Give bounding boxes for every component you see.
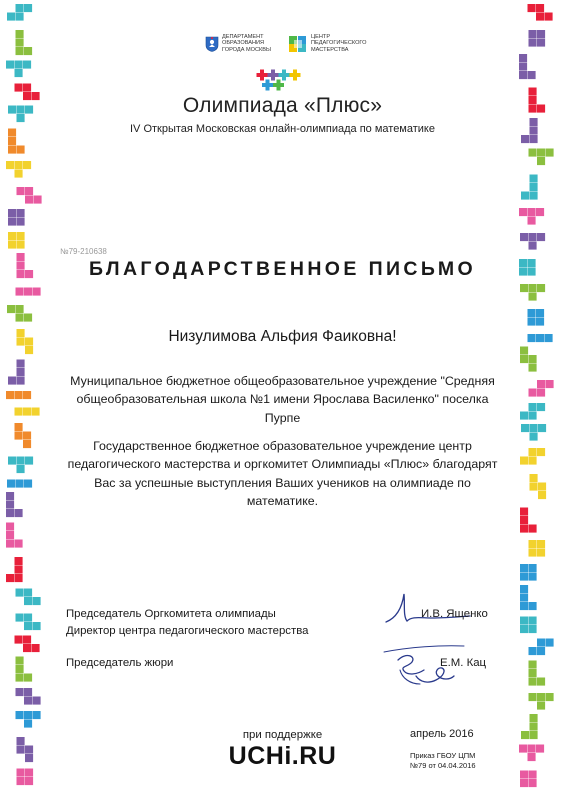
tetris-block <box>529 233 537 241</box>
tetris-block <box>520 594 528 602</box>
order-reference: Приказ ГБОУ ЦПМ <box>410 751 476 760</box>
tetris-block <box>16 711 24 719</box>
tetris-block <box>521 192 529 200</box>
tetris-block <box>16 39 24 47</box>
tetris-block <box>32 408 40 416</box>
tetris-block <box>25 196 33 204</box>
tetris-block <box>6 492 14 500</box>
tetris-block <box>519 71 527 79</box>
tetris-block <box>529 355 537 363</box>
tetris-block <box>16 314 24 322</box>
tetris-block <box>17 777 25 785</box>
tetris-block <box>8 232 16 240</box>
tetris-block <box>16 4 24 12</box>
tetris-block <box>520 516 528 524</box>
tetris-block <box>24 622 32 630</box>
tetris-block <box>520 617 528 625</box>
tetris-block <box>519 63 527 71</box>
tetris-block <box>25 187 33 195</box>
tetris-block <box>538 491 546 499</box>
tetris-block <box>15 574 23 582</box>
tetris-block <box>8 137 16 145</box>
tetris-block <box>530 433 538 441</box>
tetris-block <box>530 192 538 200</box>
tetris-block <box>17 218 25 226</box>
tetris-block <box>23 408 31 416</box>
tetris-block <box>24 597 32 605</box>
olympiad-subtitle: IV Открытая Московская онлайн-олимпиада по математике <box>130 123 435 135</box>
tetris-block <box>529 412 537 420</box>
tetris-block <box>8 146 16 154</box>
chair-label: Председатель Оргкомитета олимпиады <box>66 608 276 620</box>
gratitude-line: педагогического мастерства и оргкомитет Олимпиады «Плюс» благодарят <box>67 457 498 472</box>
tetris-block <box>530 474 538 482</box>
tetris-block <box>24 314 32 322</box>
tetris-block <box>529 149 537 157</box>
tetris-block <box>17 465 25 473</box>
tetris-block <box>33 697 41 705</box>
tetris-block <box>529 525 537 533</box>
tetris-block <box>529 564 537 572</box>
tetris-block <box>529 602 537 610</box>
tetris-block <box>15 408 23 416</box>
tetris-block <box>546 380 554 388</box>
tetris-block <box>546 693 554 701</box>
gratitude-line: математике. <box>246 494 319 509</box>
colored-plus-signs-icon <box>254 68 312 92</box>
center-logo-text: ЦЕНТР ПЕДАГОГИЧЕСКОГО МАСТЕРСТВА <box>311 34 367 53</box>
tetris-block <box>530 135 538 143</box>
tetris-block <box>33 288 41 296</box>
tetris-block <box>520 602 528 610</box>
department-logo <box>205 34 271 53</box>
tetris-block <box>538 483 546 491</box>
tetris-block <box>537 693 545 701</box>
tetris-block <box>32 644 40 652</box>
tetris-block <box>6 523 14 531</box>
tetris-block <box>528 318 536 326</box>
support-label: при поддержке <box>242 729 323 741</box>
tetris-block <box>23 391 31 399</box>
tetris-block <box>520 585 528 593</box>
tetris-block <box>529 448 537 456</box>
tetris-block <box>529 403 537 411</box>
tetris-block <box>33 597 41 605</box>
tetris-block <box>520 412 528 420</box>
tetris-block <box>537 540 545 548</box>
tetris-block <box>529 617 537 625</box>
jury-name: Е.М. Кац <box>440 657 487 669</box>
tetris-block <box>17 457 25 465</box>
tetris-block <box>24 589 32 597</box>
tetris-block <box>520 347 528 355</box>
tetris-block <box>529 678 537 686</box>
recipient-name: Низулимова Альфия Фаиковна! <box>168 328 397 345</box>
tetris-block <box>529 284 537 292</box>
tetris-block <box>15 540 23 548</box>
tetris-block <box>8 218 16 226</box>
tetris-block <box>25 777 33 785</box>
tetris-block <box>546 149 554 157</box>
tetris-block <box>6 61 14 69</box>
tetris-block <box>17 187 25 195</box>
tetris-block <box>24 4 32 12</box>
tetris-block <box>520 355 528 363</box>
tetris-block <box>529 549 537 557</box>
tetris-block <box>6 161 14 169</box>
tetris-block <box>520 573 528 581</box>
tetris-block <box>528 208 536 216</box>
tetris-block <box>529 39 537 47</box>
tetris-block <box>521 424 529 432</box>
tetris-block <box>530 483 538 491</box>
pedagogical-center-cube-icon <box>288 34 308 53</box>
tetris-block <box>529 389 537 397</box>
tetris-block <box>24 288 32 296</box>
tetris-block <box>536 13 544 21</box>
tetris-block <box>537 448 545 456</box>
plus-sign <box>273 80 284 91</box>
tetris-block <box>15 423 23 431</box>
tetris-block <box>520 564 528 572</box>
order-number: №79 от 04.04.2016 <box>410 761 476 770</box>
document-number: №79-210638 <box>60 247 107 256</box>
tetris-block <box>6 501 14 509</box>
tetris-block <box>537 389 545 397</box>
tetris-block <box>520 625 528 633</box>
tetris-block <box>16 657 24 665</box>
tetris-block <box>528 217 536 225</box>
tetris-block <box>528 71 536 79</box>
tetris-block <box>24 47 32 55</box>
tetris-block <box>537 284 545 292</box>
tetris-block <box>16 13 24 21</box>
tetris-block <box>529 625 537 633</box>
jury-label: Председатель жюри <box>66 657 174 669</box>
tetris-block <box>520 508 528 516</box>
tetris-block <box>530 424 538 432</box>
tetris-block <box>23 84 31 92</box>
plus-sign <box>290 70 301 81</box>
tetris-block <box>16 305 24 313</box>
plus-sign <box>268 70 279 81</box>
tetris-block <box>529 457 537 465</box>
tetris-block <box>8 241 16 249</box>
tetris-block <box>16 688 24 696</box>
tetris-block <box>16 30 24 38</box>
plus-sign <box>279 70 290 81</box>
tetris-block <box>529 364 537 372</box>
tetris-block <box>520 233 528 241</box>
tetris-block <box>537 647 545 655</box>
tetris-block <box>15 161 23 169</box>
left-tetris-border <box>0 0 52 800</box>
tetris-block <box>528 4 536 12</box>
sponsor-logo: UCHi.RU <box>228 742 337 770</box>
right-tetris-border <box>513 0 565 800</box>
tetris-block <box>15 69 23 77</box>
tetris-block <box>15 391 23 399</box>
tetris-block <box>520 779 528 787</box>
tetris-block <box>529 693 537 701</box>
tetris-block <box>537 678 545 686</box>
tetris-block <box>17 241 25 249</box>
tetris-block <box>520 457 528 465</box>
school-line: общеобразовательная школа №1 имени Ярослава Василенко" поселка <box>76 392 489 407</box>
school-line: Муниципальное бюджетное общеобразовательное учреждение "Средняя <box>70 374 495 388</box>
plus-sign <box>257 70 268 81</box>
tetris-block <box>23 432 31 440</box>
tetris-block <box>24 697 32 705</box>
chair-name: И.В. Ященко <box>421 608 488 620</box>
gratitude-line: Вас за успешные выступления Ваших учеников на олимпиаде по <box>94 475 471 490</box>
plus-sign <box>262 80 273 91</box>
tetris-block <box>538 424 546 432</box>
tetris-block <box>529 242 537 250</box>
tetris-block <box>537 149 545 157</box>
tetris-block <box>530 175 538 183</box>
moscow-coat-of-arms-icon <box>205 36 219 52</box>
tetris-block <box>537 403 545 411</box>
tetris-block <box>24 480 32 488</box>
tetris-block <box>16 47 24 55</box>
department-logo-text: ДЕПАРТАМЕНТ ОБРАЗОВАНИЯ ГОРОДА МОСКВЫ <box>222 34 271 53</box>
tetris-block <box>34 196 42 204</box>
tetris-block <box>25 457 33 465</box>
tetris-block <box>23 161 31 169</box>
tetris-block <box>17 232 25 240</box>
tetris-block <box>546 639 554 647</box>
tetris-block <box>519 54 527 62</box>
tetris-block <box>16 480 24 488</box>
tetris-block <box>530 183 538 191</box>
tetris-block <box>24 614 32 622</box>
tetris-block <box>521 135 529 143</box>
tetris-block <box>537 702 545 710</box>
tetris-block <box>23 61 31 69</box>
tetris-block <box>16 674 24 682</box>
center-logo <box>288 34 367 53</box>
tetris-block <box>529 771 537 779</box>
tetris-block <box>536 318 544 326</box>
tetris-block <box>6 509 14 517</box>
gratitude-line: Государственное бюджетное образовательное учреждение центр <box>93 439 472 453</box>
tetris-block <box>7 13 15 21</box>
tetris-block <box>16 665 24 673</box>
tetris-blocks-right <box>513 0 565 800</box>
tetris-block <box>15 557 23 565</box>
tetris-block <box>17 146 25 154</box>
tetris-block <box>16 288 24 296</box>
tetris-block <box>6 391 14 399</box>
tetris-block <box>8 457 16 465</box>
tetris-block <box>17 368 25 376</box>
tetris-block <box>536 4 544 12</box>
tetris-block <box>520 525 528 533</box>
tetris-block <box>24 720 32 728</box>
olympiad-title: Олимпиада «Плюс» <box>182 94 383 117</box>
school-line: Пурпе <box>264 410 301 425</box>
tetris-block <box>519 208 527 216</box>
tetris-block <box>536 309 544 317</box>
tetris-block <box>15 566 23 574</box>
tetris-block <box>24 674 32 682</box>
tetris-blocks-left <box>0 0 52 800</box>
gratitude-paragraph <box>55 437 510 511</box>
tetris-block <box>23 636 31 644</box>
tetris-block <box>529 647 537 655</box>
tetris-block <box>15 170 23 178</box>
tetris-block <box>15 636 23 644</box>
tetris-block <box>8 209 16 217</box>
tetris-block <box>25 346 33 354</box>
tetris-block <box>528 309 536 317</box>
tetris-block <box>530 714 538 722</box>
tetris-block <box>529 573 537 581</box>
document-heading: БЛАГОДАРСТВЕННОЕ ПИСЬМО <box>88 258 477 280</box>
tetris-block <box>529 661 537 669</box>
tetris-block <box>537 639 545 647</box>
tetris-block <box>17 377 25 385</box>
tetris-block <box>537 39 545 47</box>
tetris-block <box>529 669 537 677</box>
tetris-block <box>15 84 23 92</box>
tetris-block <box>536 208 544 216</box>
tetris-block <box>6 574 14 582</box>
tetris-block <box>520 284 528 292</box>
tetris-block <box>17 209 25 217</box>
tetris-block <box>24 688 32 696</box>
tetris-block <box>529 30 537 38</box>
tetris-block <box>529 779 537 787</box>
tetris-block <box>15 432 23 440</box>
issue-date: апрель 2016 <box>410 728 474 740</box>
tetris-block <box>24 711 32 719</box>
tetris-block <box>537 549 545 557</box>
tetris-block <box>537 157 545 165</box>
tetris-block <box>529 540 537 548</box>
tetris-block <box>545 13 553 21</box>
tetris-block <box>6 531 14 539</box>
tetris-block <box>7 305 15 313</box>
tetris-block <box>8 377 16 385</box>
tetris-block <box>537 233 545 241</box>
tetris-block <box>6 540 14 548</box>
tetris-block <box>33 622 41 630</box>
tetris-block <box>16 614 24 622</box>
tetris-block <box>33 711 41 719</box>
tetris-block <box>23 644 31 652</box>
school-paragraph <box>55 372 510 427</box>
director-label: Директор центра педагогического мастерства <box>66 625 309 637</box>
tetris-block <box>7 480 15 488</box>
tetris-block <box>520 771 528 779</box>
tetris-block <box>16 589 24 597</box>
tetris-block <box>15 61 23 69</box>
tetris-block <box>17 360 25 368</box>
tetris-block <box>529 293 537 301</box>
tetris-block <box>15 509 23 517</box>
tetris-block <box>23 440 31 448</box>
tetris-block <box>537 380 545 388</box>
tetris-block <box>537 30 545 38</box>
